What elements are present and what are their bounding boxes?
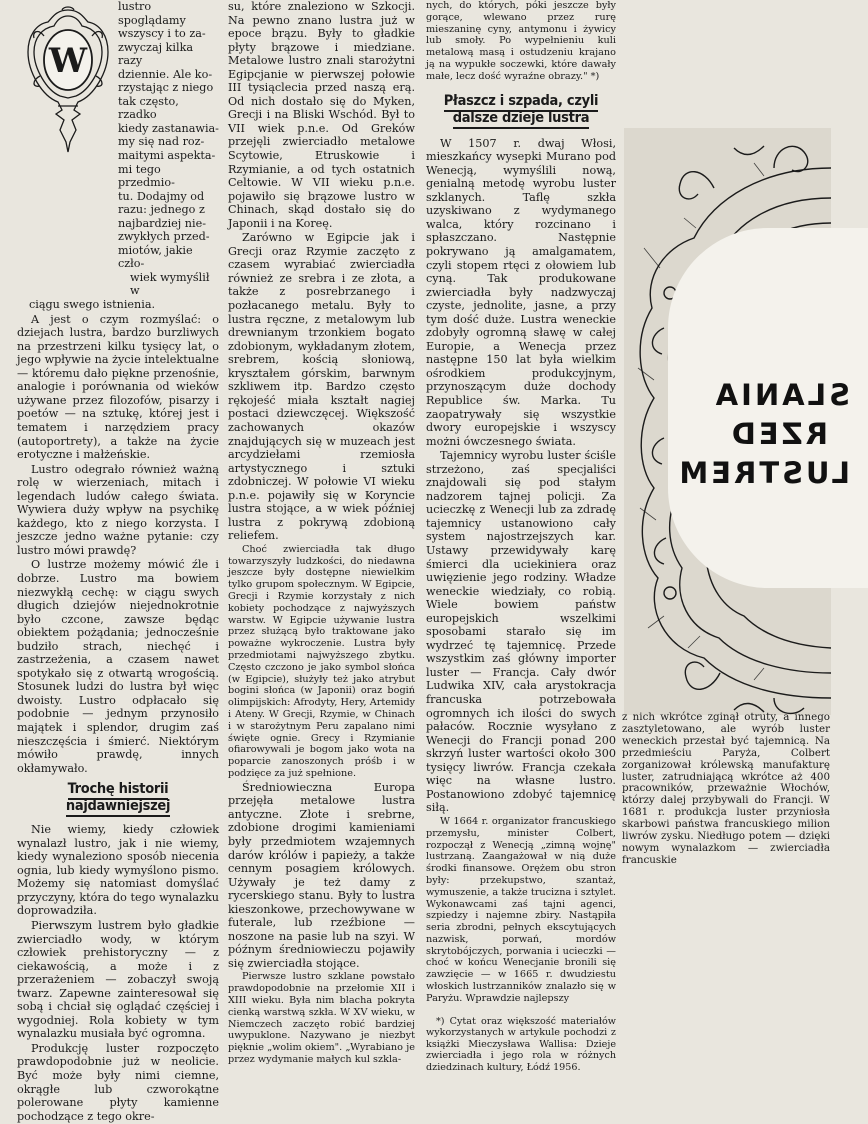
intro-line: kiedy zastanawia-	[118, 121, 219, 135]
paragraph: ciągu swego istnienia.	[29, 298, 156, 312]
intro-line: wiek wymyślił w	[130, 270, 210, 298]
intro-line: razu: jednego z	[118, 203, 205, 217]
intro-line: rzystając z niego	[118, 81, 214, 95]
paragraph: z nich wkrótce zginął otruty, a innego zasztyletowano, ale wyrób luster weneckich przestał być tajemnicą. Na przedmieściu Paryża, Colbert zorganizował królewską manufakturę luster, zatrudniającą wkrótce aż 400 pracowników, przeważnie Włochów, którzy dalej przybywali do Francji. W 1681 r. produkcja luster przyniosła skarbowi państwa francuskiego milion liwrów zysku. Niedługo potem — dzięki nowym wynalazkom — zwierciadła francuskie	[622, 711, 830, 866]
paragraph: Lustro odegrało również ważną rolę w wierzeniach, mitach i legendach ludów całego świata. Wywiera duży wpływ na psychikę każdego, kto z niego korzysta. I jeszcze jedno ważne pytanie: czy lustro mówi prawdę?	[17, 462, 219, 557]
intro-line: tu. Dodajmy od	[118, 189, 205, 203]
footnote-divider	[426, 1011, 616, 1012]
column-1	[17, 0, 219, 1124]
footnote: *) Cytat oraz większość materiałów wykorzystanych w artykule pochodzi z książki Mieczysława Wallisa: Dzieje zwierciadła i jego rola w różnych dziedzinach kultury, Łódź 1956.	[426, 1015, 616, 1074]
paragraph: Choć zwierciadła tak długo towarzyszyły ludzkości, do niedawna jeszcze były dostępne niewielkim tylko grupom społecznym. W Egipcie, Grecji i Rzymie korzystały z nich kobiety pochodzące z najwyższych warstw. W Egipcie używanie lustra przez służącą było traktowane jako poważne wykroczenie. Lustra były przedmiotami najwyższego zbytku. Często czczono je jako symbol słońca (w Egipcie), służyły też jako atrybut bogini słońca (w Japonii) oraz bogiń olimpijskich: Afrodyty, Hery, Artemidy i Ateny. W Grecji, Rzymie, w Chinach i w starożytnym Peru zapalano nimi święte ognie. Grecy i Rzymianie ofiarowywali je bogom jako wota na poparcie zanoszonych próśb i w podzięce za już spełnione.	[228, 543, 415, 780]
mirrored-title-line: RZED	[728, 417, 828, 451]
intro-line: tak często, rzadko	[118, 94, 179, 122]
paragraph: su, które znaleziono w Szkocji. Na pewno znano lustra już w epoce brązu. Były to gładkie płyty brązowe i miedziane. Metalowe lustro znali starożytni Egipcjanie w pierwszej połowie III tysiąclecia przed naszą erą. Od nich dostało się do Myken, Grecji i na Bliski Wschód. Był to VII wiek p.n.e. Od Greków przejęli zwierciadło metalowe Scytowie, Etruskowie i Rzymianie, a od tych ostatnich Celtowie. W VII wieku p.n.e. pojawiło się brązowe lustro w Chinach, skąd dostało się do Japonii i na Koreę.	[228, 0, 415, 230]
column-3	[426, 0, 616, 1075]
paragraph: A jest o czym rozmyślać: o dziejach lustra, bardzo burzliwych na przestrzeni kilku tysięcy lat, o jego wpływie na życie intelektualne — któremu dało piękne przenośnie, analogie i porównania od wieków używane przez filozofów, pisarzy i poetów — na sztukę, której jest i tematem i narzędziem pracy (autoportrety), a także na życie erotyczne i małżeńskie.	[17, 312, 219, 462]
paragraph: Tajemnicy wyrobu luster ściśle strzeżono, zaś specjaliści znajdowali się pod stałym nadzorem tajnej policji. Za ucieczkę z Wenecji lub za zdradę tajemnicy ustanowiono cały system najostrzejszych kar. Ustawy przewidywały karę śmierci dla uciekiniera oraz uwięzienie jego rodziny. Władze weneckie wiedziały, co robią. Wiele bowiem państw europejskich wszelkimi sposobami starało się im wydrzeć tę tajemnicę. Przede wszystkim zaś główny importer luster — Francja. Cały dwór Ludwika XIV, cała arystokracja francuska potrzebowała ogromnych ich ilości do swych pałaców. Rocznie wysyłano z Wenecji do Francji ponad 200 skrzyń luster wartości około 300 tysięcy liwrów. Francja czekała więc na własne lustro. Postanowiono zdobyć tajemnicę siłą.	[426, 449, 616, 815]
paragraph: Zarówno w Egipcie jak i Grecji oraz Rzymie zaczęto z czasem wyrabiać zwierciadła również ze srebra i ze złota, a także z posrebrzanego i pozłacanego metalu. Były to lustra ręczne, z metalowym lub drewnianym trzonkiem bogato zdobionym, wykładanym złotem, srebrem, kością słoniową, kryształem górskim, barwnym szkliwem itp. Bardzo często rękojeść miała kształt nagiej postaci dziewczęcej. Większość zachowanych okazów znajdujących się w muzeach jest arcydziełami rzemiosła artystycznego i sztuki zdobniczej. W połowie VI wieku p.n.e. pojawiły się w Koryncie lustra stojące, a w wiek później lustra z pokrywą zdobioną reliefem.	[228, 231, 415, 543]
intro-line: maitymi aspekta-	[118, 149, 216, 163]
mirrored-title-line: SLANIA	[712, 378, 850, 412]
paragraph: W 1507 r. dwaj Włosi, mieszkańcy wysepki Murano pod Wenecją, wymyślili nową, genialną metodę wyrobu luster szklanych. Taflę szkła uzyskiwano z wydymanego walca, który rozcinano i spłaszczano. Następnie pokrywano ją amalgamatem, czyli stopem rtęci z ołowiem lub cyną. Tak produkowane zwierciadła były nadzwyczaj czyste, jednolite, jasne, a przy tym dość duże. Lustra weneckie zdobyły ogromną sławę w całej Europie, a Wenecja przez następne 150 lat była wielkim ośrodkiem produkcyjnym, przynoszącym duże dochody Republice św. Marka. Tu zaopatrywały się wszystkie dwory europejskie i wszyscy możni ówczesnego świata.	[426, 136, 616, 448]
intro-line: zwykłych przed-	[118, 230, 210, 244]
intro-block	[17, 0, 219, 298]
drop-cap-letter: W	[48, 41, 88, 81]
intro-line: miotów, jakie czło-	[118, 243, 193, 271]
section-heading-text: Trochę historii najdawniejszej	[66, 781, 170, 817]
paragraph: Średniowieczna Europa przejęła metalowe lustra antyczne. Złote i srebrne, zdobione drogimi kamieniami były przedmiotem wzajemnych darów królów i papieży, a także cennym posagiem królowych. Używały je też damy z rycerskiego stanu. Były to lustra kieszonkowe, przechowywane w futerale, lub rzeźbione — noszone na pasie lub na szyi. W późnym średniowieczu pojawiły się zwierciadła stojące.	[228, 780, 415, 970]
paragraph: W 1664 r. organizator francuskiego przemysłu, minister Colbert, rozpoczął z Wenecją „zimną wojnę" lustrzaną. Zaangażował w nią duże środki finansowe. Orężem obu stron były: przekupstwo, szantaż, wymuszenie, a także trucizna i sztylet. Wykonawcami zaś tajni agenci, szpiedzy i najemne zbiry. Nastąpiła seria zbrodni, pełnych ekscytujących nazwisk, porwań, mordów skrytobójczych, porwania i ucieczki — choć w końcu Wenecjanie bronili się zawzięcie — w 1665 r. dwudziestu włoskich lustrzanników znalazło się w Paryżu. Wprawdzie najlepszy	[426, 815, 616, 1004]
paragraph: Pierwszym lustrem było gładkie zwierciadło wody, w którym człowiek prehistoryczny — z ciekawością, a może i z przerażeniem — zobaczył swoją twarz. Zapewne zainteresował się sobą i chciał się oglądać częściej i wygodniej. Rola kobiety w tym wynalazku musiała być ogromna.	[17, 919, 219, 1041]
intro-line: lustro spoglądamy	[118, 0, 186, 27]
paragraph: Pierwsze lustro szklane powstało prawdopodobnie na przełomie XII i XIII wieku. Była nim blacha pokryta cienką warstwą szkła. W XV wieku, w Niemczech zaczęto robić bardziej uwypuklone. Nazywano je niezbyt pięknie „wolim okiem". „Wyrabiano je przez wydymanie małych kul szkla-	[228, 971, 415, 1066]
quote-paragraph: nych, do których, póki jeszcze były gorące, wlewano przez rurę mieszaninę cyny, antymonu i żywicy lub smoły. Po wypełnieniu kuli metalową masą i ostudzeniu krajano ją na wypukłe soczewki, które dawały małe, lecz dość wyraźne obrazy." *)	[426, 0, 616, 82]
paragraph: O lustrze możemy mówić źle i dobrze. Lustro ma bowiem niezwykłą cechę: w ciągu swych długich dziejów niejednokrotnie było czcone, zawsze będąc obiektem pożądania; jednocześnie budziło strach, niechęć i zastrzeżenia, a czasem nawet spotykało się z otwartą wrogością. Stosunek ludzi do lustra był więc dwoisty. Lustro odpłacało się podobnie — jednym przynosiło majątek i splendor, drugim zaś nieszczęścia i śmierć. Niektórym mówiło prawdę, innych okłamywało.	[17, 558, 219, 775]
section-heading	[17, 781, 219, 815]
paragraph: Produkcję luster rozpoczęto prawdopodobnie już w neolicie. Być może były nimi ciemne, okrągłe lub czworokątne polerowane płyty kamienne pochodzące z tego okre-	[17, 1041, 219, 1123]
intro-line: najbardziej nie-	[118, 216, 206, 230]
section-heading-text: Płaszcz i szpada, czyli dalsze dzieje lustra	[444, 93, 598, 129]
intro-line: dziennie. Ale ko-	[118, 67, 213, 81]
intro-line: zwyczaj kilka razy	[118, 40, 194, 68]
intro-line: mi tego przedmio-	[118, 162, 175, 190]
intro-line: wszyscy i to za-	[118, 27, 206, 41]
ornate-mirror-illustration	[624, 128, 850, 715]
column-2	[228, 0, 415, 1067]
intro-line: my się nad roz-	[118, 135, 205, 149]
paragraph: Nie wiemy, kiedy człowiek wynalazł lustro, jak i nie wiemy, kiedy wynaleziono sposób niecenia ognia, lub kiedy wymyślono pismo. Możemy się natomiast domyślać przyczyny, która do tego wynalazku doprowadziła.	[17, 823, 219, 918]
column-4-text	[622, 712, 830, 867]
mirrored-title-line: LUSTREM	[676, 456, 850, 490]
section-heading	[426, 93, 616, 127]
mirrored-title	[676, 376, 850, 493]
